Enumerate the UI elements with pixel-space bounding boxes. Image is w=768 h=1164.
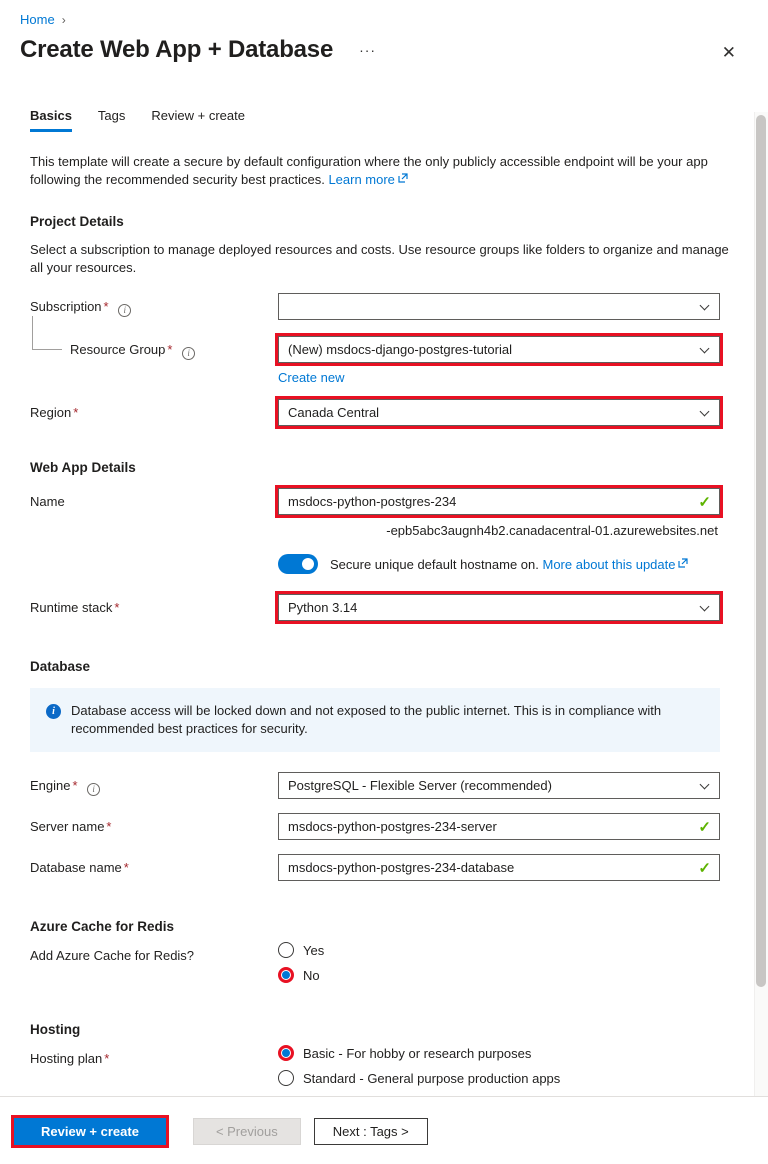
section-project-details: Project Details [30, 214, 124, 229]
tab-bar [30, 108, 768, 133]
footer-bar [0, 1096, 768, 1164]
external-link-icon [398, 170, 408, 187]
required-asterisk: * [106, 819, 112, 834]
chevron-down-icon [700, 407, 710, 417]
redis-option-yes[interactable]: Yes [278, 942, 720, 958]
previous-button[interactable]: < Previous [193, 1118, 301, 1145]
tab-review-create[interactable]: Review + create [151, 108, 245, 123]
breadcrumb [20, 12, 768, 27]
valid-check-icon: ✓ [698, 494, 711, 511]
runtime-stack-dropdown[interactable]: Python 3.14 [278, 594, 720, 621]
required-asterisk: * [103, 299, 109, 314]
runtime-stack-row [30, 594, 768, 621]
redis-option-no[interactable]: No [278, 967, 720, 983]
secure-hostname-toggle[interactable] [278, 554, 318, 574]
tab-tags[interactable]: Tags [97, 108, 126, 123]
hosting-option-basic[interactable]: Basic - For hobby or research purposes [278, 1045, 720, 1061]
project-details-description: Select a subscription to manage deployed resources and costs. Use resource groups like folders to organize and manage all your resources. [30, 242, 729, 275]
server-name-label: Server name * [30, 819, 112, 834]
runtime-stack-label: Runtime stack * [30, 600, 120, 615]
hostname-suffix: -epb5abc3augnh4b2.canadacentral-01.azurewebsites.net [386, 523, 718, 538]
hosting-plan-row [30, 1045, 768, 1095]
required-asterisk: * [123, 860, 129, 875]
chevron-down-icon [700, 344, 710, 354]
redis-question-label: Add Azure Cache for Redis? [30, 948, 195, 963]
toggle-knob [302, 558, 314, 570]
more-about-update-link[interactable]: More about this update [542, 557, 676, 572]
required-asterisk: * [73, 405, 79, 420]
review-create-button[interactable]: Review + create [14, 1118, 166, 1145]
region-row [30, 399, 768, 426]
section-web-app-details: Web App Details [30, 460, 136, 475]
indent-connector-line [32, 316, 62, 350]
chevron-down-icon [700, 602, 710, 612]
next-tags-button[interactable]: Next : Tags > [314, 1118, 428, 1145]
info-icon[interactable]: i [118, 304, 131, 317]
section-redis: Azure Cache for Redis [30, 919, 175, 934]
engine-dropdown[interactable]: PostgreSQL - Flexible Server (recommended) [278, 772, 720, 799]
subscription-dropdown[interactable] [278, 293, 720, 320]
info-icon[interactable]: i [182, 347, 195, 360]
engine-row [30, 772, 768, 799]
more-options-icon[interactable]: ··· [359, 42, 377, 58]
subscription-row [30, 293, 768, 320]
region-dropdown[interactable]: Canada Central [278, 399, 720, 426]
info-icon: i [46, 704, 61, 719]
close-icon[interactable]: ✕ [716, 42, 742, 64]
redis-question-row [30, 942, 768, 992]
resource-group-dropdown[interactable]: (New) msdocs-django-postgres-tutorial [278, 336, 720, 363]
secure-hostname-text: Secure unique default hostname on. More about this update [330, 556, 688, 572]
database-name-label: Database name * [30, 860, 129, 875]
intro-text: This template will create a secure by default configuration where the only publicly accessible endpoint will be your app following the recommended security best practices. Learn more [30, 154, 708, 187]
hosting-option-standard[interactable]: Standard - General purpose production apps [278, 1070, 720, 1086]
engine-label: Engine * i [30, 772, 278, 796]
breadcrumb-home-link[interactable]: Home [20, 12, 55, 27]
create-new-link[interactable]: Create new [278, 370, 345, 385]
radio-icon [278, 967, 294, 983]
region-label: Region * [30, 405, 79, 420]
info-banner-text: Database access will be locked down and not exposed to the public internet. This is in compliance with recommended best practices for security. [71, 703, 662, 736]
resource-group-label: Resource Group * i [30, 336, 278, 360]
radio-icon [278, 942, 294, 958]
chevron-right-icon: › [61, 13, 66, 27]
valid-check-icon: ✓ [698, 860, 711, 877]
page-header [0, 0, 768, 64]
tab-basics[interactable]: Basics [30, 108, 72, 132]
valid-check-icon: ✓ [698, 819, 711, 836]
info-banner [30, 688, 720, 752]
chevron-down-icon [700, 301, 710, 311]
required-asterisk: * [114, 600, 120, 615]
info-icon[interactable]: i [87, 783, 100, 796]
subscription-label: Subscription * i [30, 293, 278, 317]
radio-icon [278, 1070, 294, 1086]
scrollbar-thumb[interactable] [756, 115, 766, 987]
learn-more-link[interactable]: Learn more [328, 172, 395, 187]
section-hosting: Hosting [30, 1022, 81, 1037]
external-link-icon [678, 556, 688, 571]
server-name-input[interactable]: msdocs-python-postgres-234-server ✓ [278, 813, 720, 840]
name-row [30, 488, 768, 574]
database-name-row [30, 854, 768, 881]
required-asterisk: * [167, 342, 173, 357]
server-name-row [30, 813, 768, 840]
section-database: Database [30, 659, 91, 674]
radio-icon [278, 1045, 294, 1061]
hosting-plan-label: Hosting plan * [30, 1051, 110, 1066]
database-name-input[interactable]: msdocs-python-postgres-234-database ✓ [278, 854, 720, 881]
chevron-down-icon [700, 780, 710, 790]
page-title: Create Web App + Database [20, 36, 334, 63]
required-asterisk: * [72, 778, 78, 793]
resource-group-row [30, 336, 768, 385]
required-asterisk: * [104, 1051, 110, 1066]
name-input[interactable]: msdocs-python-postgres-234 ✓ [278, 488, 720, 515]
name-label: Name [30, 494, 65, 509]
scrollbar-track[interactable] [754, 112, 768, 1096]
